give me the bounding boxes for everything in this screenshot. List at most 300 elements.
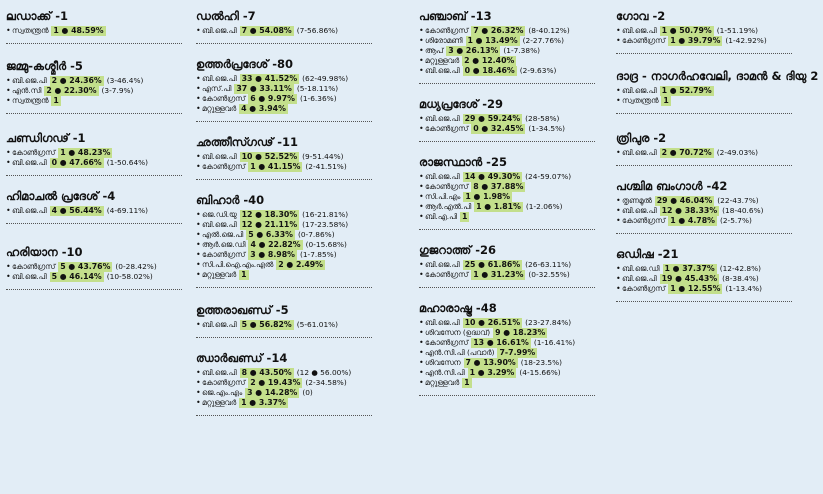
bullet-icon: • bbox=[6, 26, 11, 36]
result-row bbox=[616, 148, 823, 158]
seats-vote-share: 3 ● 26.13% bbox=[448, 46, 499, 56]
result-row bbox=[419, 192, 613, 202]
seats-vote-share: 7-7.99% bbox=[499, 348, 536, 358]
party-name: കോൺഗ്രസ് bbox=[425, 182, 469, 192]
seats-vote-share: 29 ● 46.04% bbox=[656, 196, 713, 206]
state-title: ഗോവ -2 bbox=[616, 9, 666, 23]
dotted-divider bbox=[196, 287, 372, 288]
bullet-icon: • bbox=[6, 148, 11, 158]
seats-vote-share: 5 ● 6.33% bbox=[248, 230, 293, 240]
bullet-icon: • bbox=[419, 358, 424, 368]
result-row bbox=[6, 26, 196, 36]
party-name: മറ്റുള്ളവർ bbox=[202, 104, 237, 114]
state-block bbox=[419, 156, 613, 230]
state-block bbox=[6, 132, 196, 176]
column-4 bbox=[616, 0, 823, 302]
bullet-icon: • bbox=[196, 240, 201, 250]
previous-result: (1-2.06%) bbox=[525, 202, 563, 212]
state-block bbox=[419, 244, 613, 288]
bullet-icon: • bbox=[196, 250, 201, 260]
previous-result: (3-46.4%) bbox=[106, 76, 144, 86]
result-row bbox=[419, 348, 613, 358]
result-row bbox=[196, 230, 420, 240]
result-row bbox=[196, 270, 420, 280]
bullet-icon: • bbox=[419, 66, 424, 76]
result-row bbox=[6, 96, 196, 106]
state-title: ദാദ്ര - നാഗർഹവേലി, ദാമൻ & ദിയു 2 bbox=[616, 69, 819, 83]
party-name: ബി.ജെ.പി bbox=[202, 220, 237, 230]
state-title: ഝാർഖണ്ഡ് -14 bbox=[196, 351, 288, 365]
seats-vote-share: 37 ● 33.11% bbox=[236, 84, 292, 94]
previous-result: (4-69.11%) bbox=[106, 206, 149, 216]
state-block bbox=[6, 10, 196, 44]
bullet-icon: • bbox=[419, 212, 424, 222]
bullet-icon: • bbox=[196, 378, 201, 388]
bullet-icon: • bbox=[196, 210, 201, 220]
bullet-icon: • bbox=[196, 270, 201, 280]
result-row bbox=[419, 358, 613, 368]
party-name: ബി.ജെ.പി bbox=[12, 76, 47, 86]
result-row bbox=[196, 210, 420, 220]
seats-vote-share: 12 ● 38.33% bbox=[661, 206, 718, 216]
party-name: ബി.ജെ.പി bbox=[202, 368, 237, 378]
dotted-divider bbox=[419, 83, 595, 84]
bullet-icon: • bbox=[419, 318, 424, 328]
result-row bbox=[419, 202, 613, 212]
party-name: തൃണമൂൽ bbox=[622, 196, 652, 206]
state-title: ത്രിപുര -2 bbox=[616, 131, 667, 145]
state-block bbox=[196, 304, 420, 338]
previous-result: (4-15.66%) bbox=[519, 368, 561, 378]
previous-result: (3-7.9%) bbox=[101, 86, 134, 96]
party-name: കോൺഗ്രസ് bbox=[425, 26, 469, 36]
previous-result: (2-27.76%) bbox=[522, 36, 564, 46]
seats-vote-share: 3 ● 14.28% bbox=[247, 388, 298, 398]
seats-vote-share: 1 bbox=[462, 212, 468, 222]
party-name: ബി.ജെ.പി bbox=[12, 272, 47, 282]
previous-result: (0) bbox=[302, 388, 313, 398]
seats-vote-share: 0 ● 47.66% bbox=[51, 158, 102, 168]
dotted-divider bbox=[419, 141, 595, 142]
party-name: ശിവസേന (ഉദ്ധവ്) bbox=[425, 328, 491, 338]
previous-result: (2-9.63%) bbox=[519, 66, 557, 76]
previous-result: (24-59.07%) bbox=[525, 172, 572, 182]
previous-result: (5-61.01%) bbox=[296, 320, 339, 330]
result-row bbox=[196, 260, 420, 270]
bullet-icon: • bbox=[419, 368, 424, 378]
bullet-icon: • bbox=[616, 36, 621, 46]
seats-vote-share: 12 ● 21.11% bbox=[241, 220, 298, 230]
previous-result: (0-32.55%) bbox=[528, 270, 570, 280]
result-row bbox=[196, 162, 420, 172]
previous-result: (1-42.92%) bbox=[725, 36, 767, 46]
bullet-icon: • bbox=[196, 104, 201, 114]
state-title: ലഡാക്ക് -1 bbox=[6, 9, 69, 23]
state-block bbox=[616, 180, 823, 234]
result-row bbox=[616, 96, 823, 106]
party-name: ശിവസേന bbox=[425, 358, 461, 368]
bullet-icon: • bbox=[6, 76, 11, 86]
party-name: ബി.ജെ.പി bbox=[622, 274, 657, 284]
result-row bbox=[196, 94, 420, 104]
state-block bbox=[616, 10, 823, 54]
column-3 bbox=[419, 0, 613, 396]
result-row bbox=[419, 114, 613, 124]
seats-vote-share: 1 ● 1.81% bbox=[476, 202, 521, 212]
result-row bbox=[6, 206, 196, 216]
bullet-icon: • bbox=[616, 148, 621, 158]
party-name: കോൺഗ്രസ് bbox=[202, 94, 246, 104]
result-row bbox=[419, 46, 613, 56]
result-row bbox=[419, 212, 613, 222]
bullet-icon: • bbox=[196, 230, 201, 240]
bullet-icon: • bbox=[196, 388, 201, 398]
party-name: കോൺഗ്രസ് bbox=[622, 284, 666, 294]
dotted-divider bbox=[616, 113, 792, 114]
seats-vote-share: 7 ● 13.90% bbox=[465, 358, 516, 368]
state-title: ഉത്തർപ്രദേശ് -80 bbox=[196, 57, 294, 71]
result-row bbox=[419, 172, 613, 182]
result-row bbox=[616, 26, 823, 36]
previous-result: (8-38.4%) bbox=[722, 274, 759, 284]
state-title: ഡൽഹി -7 bbox=[196, 9, 256, 23]
party-name: എൻ.സി.പി (പവാർ) bbox=[425, 348, 495, 358]
bullet-icon: • bbox=[419, 172, 424, 182]
seats-vote-share: 1 ● 3.29% bbox=[469, 368, 515, 378]
previous-result: (0-7.86%) bbox=[297, 230, 335, 240]
previous-result: (16-21.81%) bbox=[302, 210, 349, 220]
dotted-divider bbox=[6, 223, 182, 224]
party-name: ബി.ജെ.പി bbox=[425, 172, 460, 182]
seats-vote-share: 2 ● 2.49% bbox=[278, 260, 323, 270]
party-name: കോൺഗ്രസ് bbox=[202, 250, 246, 260]
result-row bbox=[196, 378, 420, 388]
state-title: ഒഡിഷ -21 bbox=[616, 247, 679, 261]
bullet-icon: • bbox=[419, 36, 424, 46]
party-name: കോൺഗ്രസ് bbox=[425, 124, 469, 134]
state-block bbox=[6, 246, 196, 290]
seats-vote-share: 0 ● 32.45% bbox=[473, 124, 524, 134]
dotted-divider bbox=[6, 175, 182, 176]
bullet-icon: • bbox=[419, 114, 424, 124]
bullet-icon: • bbox=[6, 206, 11, 216]
result-row bbox=[196, 398, 420, 408]
state-block bbox=[196, 10, 420, 44]
state-block bbox=[6, 60, 196, 114]
state-block bbox=[196, 58, 420, 122]
state-title: ചണ്ഡിഗഢ് -1 bbox=[6, 131, 86, 145]
state-title: ഹിമാചൽ പ്രദേശ് -4 bbox=[6, 189, 116, 203]
previous-result: (8-40.12%) bbox=[528, 26, 570, 36]
state-block bbox=[419, 302, 613, 396]
bullet-icon: • bbox=[419, 46, 424, 56]
seats-vote-share: 12 ● 18.30% bbox=[241, 210, 298, 220]
seats-vote-share: 25 ● 61.86% bbox=[464, 260, 521, 270]
result-row bbox=[419, 260, 613, 270]
seats-vote-share: 14 ● 49.30% bbox=[464, 172, 521, 182]
seats-vote-share: 1 ● 13.49% bbox=[467, 36, 518, 46]
previous-result: (26-63.11%) bbox=[525, 260, 572, 270]
bullet-icon: • bbox=[196, 94, 201, 104]
result-row bbox=[196, 26, 420, 36]
seats-vote-share: 7 ● 54.08% bbox=[241, 26, 292, 36]
result-row bbox=[419, 328, 613, 338]
result-row bbox=[419, 270, 613, 280]
party-name: ബി.ജെ.പി bbox=[202, 320, 237, 330]
result-row bbox=[616, 216, 823, 226]
state-title: ബിഹാർ -40 bbox=[196, 193, 265, 207]
bullet-icon: • bbox=[419, 124, 424, 134]
party-name: ആർ.ജെ.ഡി bbox=[202, 240, 246, 250]
bullet-icon: • bbox=[616, 86, 621, 96]
result-row bbox=[196, 74, 420, 84]
result-row bbox=[616, 284, 823, 294]
seats-vote-share: 8 ● 37.88% bbox=[473, 182, 524, 192]
result-row bbox=[6, 262, 196, 272]
seats-vote-share: 0 ● 18.46% bbox=[464, 66, 515, 76]
seats-vote-share: 5 ● 56.82% bbox=[241, 320, 292, 330]
result-row bbox=[419, 26, 613, 36]
party-name: മറ്റുള്ളവർ bbox=[425, 378, 460, 388]
previous-result: (1-16.41%) bbox=[533, 338, 576, 348]
dotted-divider bbox=[419, 395, 595, 396]
bullet-icon: • bbox=[196, 152, 201, 162]
state-title: രാജസ്ഥാൻ -25 bbox=[419, 155, 507, 169]
bullet-icon: • bbox=[419, 56, 424, 66]
party-name: ബി.ജെ.പി bbox=[622, 206, 657, 216]
result-row bbox=[6, 158, 196, 168]
result-row bbox=[196, 220, 420, 230]
seats-vote-share: 3 ● 8.98% bbox=[250, 250, 295, 260]
bullet-icon: • bbox=[6, 262, 11, 272]
dotted-divider bbox=[196, 337, 372, 338]
seats-vote-share: 29 ● 59.24% bbox=[464, 114, 521, 124]
bullet-icon: • bbox=[419, 182, 424, 192]
previous-result: (1-6.36%) bbox=[299, 94, 337, 104]
result-row bbox=[419, 124, 613, 134]
bullet-icon: • bbox=[196, 74, 201, 84]
party-name: എൻ.സി bbox=[12, 86, 42, 96]
state-block bbox=[419, 10, 613, 84]
previous-result: (1-7.85%) bbox=[299, 250, 337, 260]
seats-vote-share: 4 ● 56.44% bbox=[51, 206, 102, 216]
party-name: കോൺഗ്രസ് bbox=[425, 338, 469, 348]
result-row bbox=[419, 36, 613, 46]
party-name: സി.പി.എം bbox=[425, 192, 461, 202]
seats-vote-share: 1 ● 3.37% bbox=[241, 398, 286, 408]
bullet-icon: • bbox=[6, 86, 11, 96]
seats-vote-share: 2 ● 70.72% bbox=[661, 148, 712, 158]
party-name: ബി.ജെ.പി bbox=[12, 158, 47, 168]
bullet-icon: • bbox=[6, 96, 11, 106]
seats-vote-share: 10 ● 26.51% bbox=[464, 318, 521, 328]
previous-result: (22-43.7%) bbox=[717, 196, 759, 206]
result-row bbox=[419, 378, 613, 388]
seats-vote-share: 1 ● 48.59% bbox=[53, 26, 104, 36]
bullet-icon: • bbox=[196, 260, 201, 270]
result-row bbox=[419, 318, 613, 328]
bullet-icon: • bbox=[419, 202, 424, 212]
state-title: ഗുജറാത്ത് -26 bbox=[419, 243, 496, 257]
dotted-divider bbox=[196, 415, 372, 416]
bullet-icon: • bbox=[196, 26, 201, 36]
party-name: ആപ് bbox=[425, 46, 444, 56]
result-row bbox=[6, 86, 196, 96]
seats-vote-share: 1 ● 41.15% bbox=[250, 162, 301, 172]
party-name: എൻ.സി.പി bbox=[425, 368, 465, 378]
result-row bbox=[419, 182, 613, 192]
seats-vote-share: 1 ● 12.55% bbox=[670, 284, 721, 294]
party-name: സ്വതന്ത്രൻ bbox=[12, 26, 49, 36]
party-name: കോൺഗ്രസ് bbox=[12, 148, 56, 158]
dotted-divider bbox=[196, 43, 372, 44]
result-row bbox=[419, 338, 613, 348]
party-name: മറ്റുള്ളവർ bbox=[202, 398, 237, 408]
bullet-icon: • bbox=[419, 338, 424, 348]
bullet-icon: • bbox=[616, 26, 621, 36]
previous-result: (18-23.5%) bbox=[520, 358, 563, 368]
result-row bbox=[6, 76, 196, 86]
seats-vote-share: 1 bbox=[663, 96, 669, 106]
previous-result: (0-28.42%) bbox=[115, 262, 157, 272]
seats-vote-share: 7 ● 26.32% bbox=[473, 26, 524, 36]
bullet-icon: • bbox=[196, 162, 201, 172]
previous-result: (2-41.51%) bbox=[305, 162, 347, 172]
previous-result: (18-40.6%) bbox=[722, 206, 764, 216]
party-name: കോൺഗ്രസ് bbox=[622, 36, 666, 46]
bullet-icon: • bbox=[419, 192, 424, 202]
result-row bbox=[196, 152, 420, 162]
state-title: ഹരിയാന -10 bbox=[6, 245, 83, 259]
seats-vote-share: 2 ● 12.40% bbox=[464, 56, 515, 66]
state-title: പശ്ചിമ ബംഗാൾ -42 bbox=[616, 179, 728, 193]
bullet-icon: • bbox=[616, 284, 621, 294]
party-name: കോൺഗ്രസ് bbox=[202, 378, 246, 388]
seats-vote-share: 5 ● 46.14% bbox=[51, 272, 102, 282]
dotted-divider bbox=[6, 113, 182, 114]
result-row bbox=[616, 264, 823, 274]
seats-vote-share: 13 ● 16.61% bbox=[473, 338, 529, 348]
party-name: സ്വതന്ത്രൻ bbox=[12, 96, 49, 106]
state-title: ഉത്തരാഖണ്ഡ് -5 bbox=[196, 303, 289, 317]
result-row bbox=[196, 250, 420, 260]
state-block bbox=[6, 190, 196, 224]
party-name: ബി.എ.പി bbox=[425, 212, 458, 222]
state-block bbox=[616, 248, 823, 302]
party-name: ബി.ജെ.പി bbox=[622, 148, 657, 158]
party-name: ജെ.ഡി.യു bbox=[202, 210, 237, 220]
seats-vote-share: 4 ● 22.82% bbox=[250, 240, 301, 250]
party-name: കോൺഗ്രസ് bbox=[622, 216, 666, 226]
seats-vote-share: 8 ● 43.50% bbox=[241, 368, 292, 378]
previous-result: (12 ● 56.00%) bbox=[296, 368, 352, 378]
previous-result: (9-51.44%) bbox=[302, 152, 344, 162]
result-row bbox=[6, 148, 196, 158]
bullet-icon: • bbox=[6, 272, 11, 282]
dotted-divider bbox=[196, 121, 372, 122]
seats-vote-share: 1 ● 52.79% bbox=[661, 86, 712, 96]
state-title: ഛത്തീസ്ഗഢ് -11 bbox=[196, 135, 299, 149]
party-name: കോൺഗ്രസ് bbox=[202, 162, 246, 172]
seats-vote-share: 1 ● 37.37% bbox=[664, 264, 715, 274]
seats-vote-share: 2 ● 19.43% bbox=[250, 378, 301, 388]
dotted-divider bbox=[6, 289, 182, 290]
party-name: മറ്റുള്ളവർ bbox=[425, 56, 460, 66]
party-name: സി.പി.ഐ.എം.എൽ bbox=[202, 260, 274, 270]
state-block bbox=[616, 132, 823, 166]
previous-result: (1-7.38%) bbox=[503, 46, 540, 56]
bullet-icon: • bbox=[419, 378, 424, 388]
result-row bbox=[6, 272, 196, 282]
previous-result: (2-34.58%) bbox=[305, 378, 347, 388]
previous-result: (0-15.68%) bbox=[305, 240, 347, 250]
bullet-icon: • bbox=[616, 264, 621, 274]
bullet-icon: • bbox=[616, 196, 621, 206]
seats-vote-share: 1 bbox=[464, 378, 470, 388]
state-title: മഹാരാഷ്ട്ര -48 bbox=[419, 301, 497, 315]
result-row bbox=[196, 104, 420, 114]
bullet-icon: • bbox=[196, 84, 201, 94]
bullet-icon: • bbox=[616, 206, 621, 216]
bullet-icon: • bbox=[419, 328, 424, 338]
dotted-divider bbox=[616, 233, 792, 234]
party-name: എൽ.ജെ.പി bbox=[202, 230, 244, 240]
result-row bbox=[419, 368, 613, 378]
party-name: ബി.ജെ.പി bbox=[425, 318, 460, 328]
party-name: കോൺഗ്രസ് bbox=[425, 270, 469, 280]
seats-vote-share: 4 ● 3.94% bbox=[241, 104, 286, 114]
seats-vote-share: 1 ● 31.23% bbox=[473, 270, 524, 280]
state-block bbox=[196, 136, 420, 180]
bullet-icon: • bbox=[196, 368, 201, 378]
bullet-icon: • bbox=[196, 220, 201, 230]
result-row bbox=[419, 56, 613, 66]
party-name: എസ്.പി bbox=[202, 84, 232, 94]
dotted-divider bbox=[419, 229, 595, 230]
party-name: ബി.ജെ.പി bbox=[202, 152, 237, 162]
previous-result: (17-23.58%) bbox=[302, 220, 349, 230]
seats-vote-share: 9 ● 18.23% bbox=[495, 328, 546, 338]
previous-result: (62-49.98%) bbox=[302, 74, 349, 84]
party-name: ബി.ജെ.പി bbox=[622, 86, 657, 96]
seats-vote-share: 6 ● 9.97% bbox=[250, 94, 295, 104]
bullet-icon: • bbox=[616, 216, 621, 226]
bullet-icon: • bbox=[419, 348, 424, 358]
dotted-divider bbox=[616, 53, 792, 54]
bullet-icon: • bbox=[419, 26, 424, 36]
result-row bbox=[616, 274, 823, 284]
bullet-icon: • bbox=[419, 260, 424, 270]
party-name: കോൺഗ്രസ് bbox=[12, 262, 56, 272]
column-1 bbox=[6, 0, 196, 290]
party-name: ബി.ജെ.പി bbox=[202, 74, 237, 84]
state-title: പഞ്ചാബ് -13 bbox=[419, 9, 492, 23]
state-block bbox=[196, 352, 420, 416]
dotted-divider bbox=[616, 165, 792, 166]
seats-vote-share: 1 ● 50.79% bbox=[661, 26, 712, 36]
party-name: ബി.ജെ.ഡി bbox=[622, 264, 660, 274]
party-name: ബി.ജെ.പി bbox=[12, 206, 47, 216]
dotted-divider bbox=[196, 179, 372, 180]
dotted-divider bbox=[6, 43, 182, 44]
seats-vote-share: 10 ● 52.52% bbox=[241, 152, 298, 162]
party-name: ആർ.എൽ.പി bbox=[425, 202, 472, 212]
seats-vote-share: 1 ● 4.78% bbox=[670, 216, 715, 226]
seats-vote-share: 33 ● 41.52% bbox=[241, 74, 298, 84]
seats-vote-share: 1 ● 1.98% bbox=[465, 192, 511, 202]
column-2 bbox=[196, 0, 420, 416]
dotted-divider bbox=[616, 301, 792, 302]
